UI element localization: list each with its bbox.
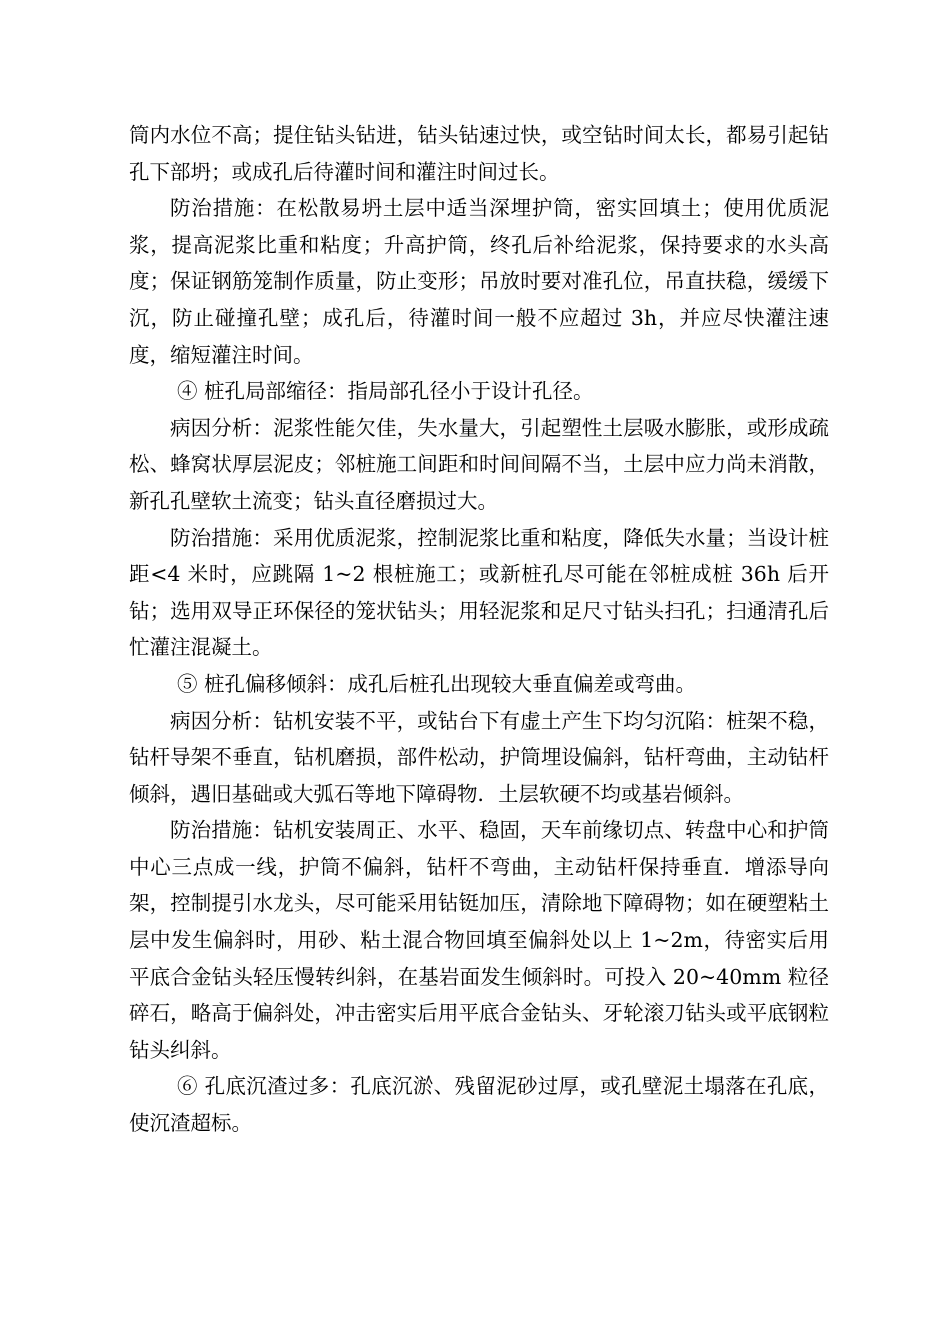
paragraph-prevention-measures: 防治措施：在松散易坍土层中适当深埋护筒，密实回填土；使用优质泥浆，提高泥浆比重和粘度；升高护筒，终孔后补给泥浆，保持要求的水头高度；保证钢筋笼制作质量，防止变形；吊放时要对准孔位，吊直扶稳，缓缓下沉，防止碰撞孔壁；成孔后，待灌时间一般不应超过 3h，并应尽快灌注速度，缩短灌注时间。 bbox=[129, 196, 829, 367]
document-body bbox=[129, 117, 829, 1142]
item-heading-5: ⑤ 桩孔偏移倾斜：成孔后桩孔出现较大垂直偏差或弯曲。 bbox=[177, 671, 697, 696]
paragraph-prevention-measures: 防治措施：采用优质泥浆，控制泥浆比重和粘度，降低失水量；当设计桩距<4 米时，应跳隔 1~2 根桩施工；或新桩孔尽可能在邻桩成桩 36h 后开钻；选用双导正环保径的笼状钻头；用轻泥浆和足尺寸钻头扫孔；扫通清孔后忙灌注混凝土。 bbox=[129, 525, 829, 660]
paragraph-prevention-measures: 防治措施：钻机安装周正、水平、稳固，天车前缘切点、转盘中心和护筒中心三点成一线，护筒不偏斜，钻杆不弯曲，主动钻杆保持垂直．增添导向架，控制提引水龙头，尽可能采用钻铤加压，清除地下障碍物；如在硬塑粘土层中发生偏斜时，用砂、粘土混合物回填至偏斜处以上 1~2m，待密实后用平底合金钻头轻压慢转纠斜，在基岩面发生倾斜时。可投入 20~40mm 粒径碎石，略高于偏斜处，冲击密实后用平底合金钻头、牙轮滚刀钻头或平底钢粒钻头纠斜。 bbox=[129, 818, 829, 1062]
item-heading-6: ⑥ 孔底沉渣过多：孔底沉淤、残留泥砂过厚，或孔壁泥土塌落在孔底，使沉渣超标。 bbox=[129, 1074, 829, 1136]
paragraph-continuation: 筒内水位不高；提住钻头钻进，钻头钻速过快，或空钻时间太长，都易引起钻孔下部坍；或成孔后待灌时间和灌注时间过长。 bbox=[129, 123, 829, 184]
paragraph-cause-analysis: 病因分析：泥浆性能欠佳，失水量大，引起塑性土层吸水膨胀，或形成疏松、蜂窝状厚层泥皮；邻桩施工间距和时间间隔不当，土层中应力尚未消散，新孔孔壁软土流变；钻头直径磨损过大。 bbox=[129, 415, 829, 513]
paragraph-cause-analysis: 病因分析：钻机安装不平，或钻台下有虚土产生下均匀沉陷：桩架不稳，钻杆导架不垂直，钻机磨损，部件松动，护筒埋设偏斜，钻杆弯曲，主动钻杆倾斜，遇旧基础或大弧石等地下障碍物．土层软硬不均或基岩倾斜。 bbox=[129, 708, 829, 806]
item-heading-4: ④ 桩孔局部缩径：指局部孔径小于设计孔径。 bbox=[177, 379, 594, 404]
